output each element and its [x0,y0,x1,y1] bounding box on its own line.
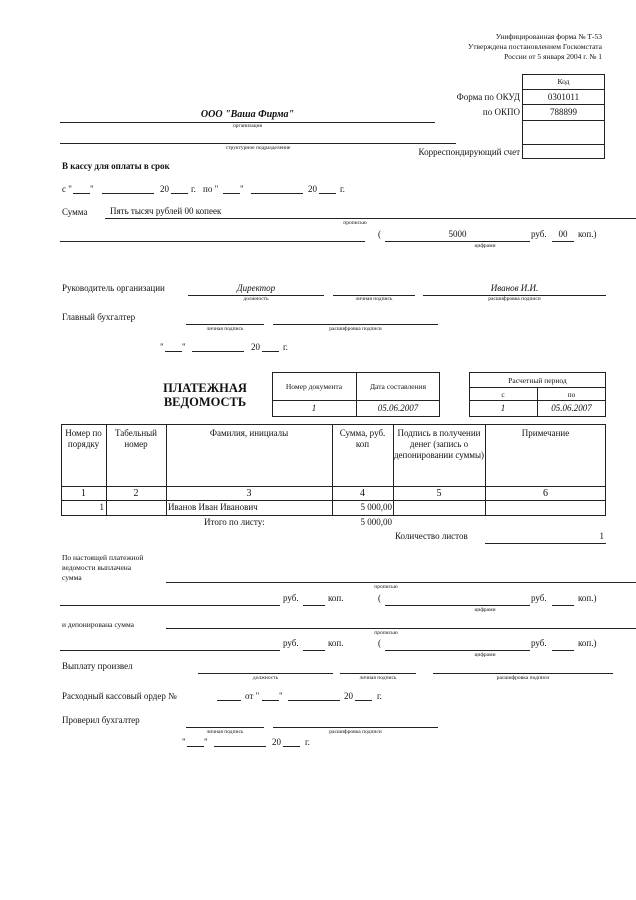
row-sum: 5 000,00 [360,502,392,512]
period-to-label: по " [203,184,219,194]
okpo-value: 788899 [550,107,577,117]
organization-name: ООО "Ваша Фирма" [200,109,295,120]
col-number: 5 [436,488,442,499]
total-value: 5 000,00 [360,517,392,527]
kod-header: Код [557,77,570,86]
payer-label: Выплату произвел [62,661,133,671]
col-number: 6 [543,488,548,499]
sum-in-digits: 5000 [448,229,467,239]
col-header-signature: Подпись в получении денег (запись о депонировании суммы) [393,428,485,460]
deposited-label: и депонирована сумма [62,620,134,629]
head-name: Иванов И.И. [490,283,539,293]
col-number: 2 [133,488,139,499]
col-header-sum: Сумма, руб. коп [339,428,386,449]
head-label: Руководитель организации [62,283,165,293]
approved-line: Утверждена постановлением Госкомстата [467,42,602,51]
col-header-name: Фамилия, инициалы [209,428,289,438]
period-from-label: с " [62,184,72,194]
department-caption: структурное подразделение [225,145,291,151]
col-number: 4 [360,488,365,499]
cash-order-label: Расходный кассовый ордер № [62,691,177,701]
doc-date-value: 05.06.2007 [377,403,419,413]
sum-in-words: Пять тысяч рублей 00 копеек [110,206,222,216]
doc-number-value: 1 [311,403,317,413]
head-position: Директор [236,283,276,293]
col-header-note: Примечание [521,428,570,438]
corr-account-label: Корреспондирующий счет [418,147,520,157]
organization-caption: организация [232,123,263,129]
okpo-label: по ОКПО [482,107,520,117]
checked-accountant-label: Проверил бухгалтер [62,715,140,725]
cash-title: В кассу для оплаты в срок [62,161,170,171]
period-from-value: 1 [500,403,506,413]
chief-accountant-label: Главный бухгалтер [62,312,136,322]
row-name: Иванов Иван Иванович [168,502,258,512]
okud-value: 0301011 [547,92,580,102]
period-to-value: 05.06.2007 [551,403,592,413]
sheets-count-value: 1 [599,531,604,541]
form-number-line: Унифицированная форма № Т-53 [495,32,602,41]
row-number: 1 [99,502,104,512]
total-label: Итого по листу: [204,517,265,527]
doc-title-line1: ПЛАТЕЖНАЯ [163,381,247,395]
doc-title-line2: ВЕДОМОСТЬ [163,395,247,409]
sheets-count-label: Количество листов [395,531,468,541]
col-header-tab-number: Табельный номер [115,428,157,449]
col-number: 3 [246,488,252,499]
sum-label: Сумма [62,207,88,217]
approval-date-line: России от 5 января 2004 г. № 1 [504,52,602,61]
kop-value: 00 [558,229,568,239]
col-header-number: Номер по порядку [65,428,102,449]
okud-label: Форма по ОКУД [456,92,520,102]
col-number: 1 [81,488,86,499]
